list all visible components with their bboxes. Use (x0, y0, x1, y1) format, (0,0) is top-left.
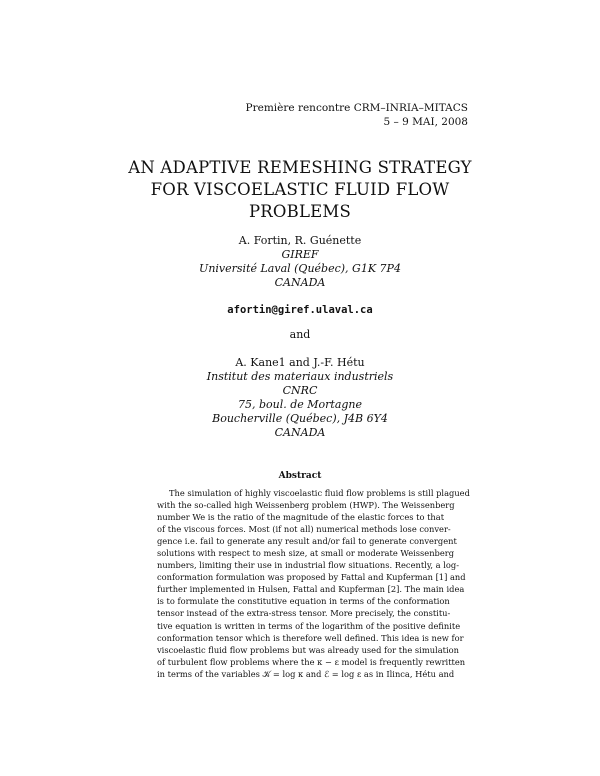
abstract-line: further implemented in Hulsen, Fattal and Kupferman [2]. The main idea (157, 584, 465, 595)
title-line-2: FOR VISCOELASTIC FLUID FLOW (150, 180, 450, 199)
email-line (0, 303, 600, 317)
author-affiliation: GIREF (281, 248, 319, 261)
abstract-line: gence i.e. fail to generate any result and/or fail to generate convergent (157, 536, 457, 547)
author-address-2: 75, boul. de Mortagne (237, 398, 363, 411)
abstract-line: tive equation is written in terms of the logarithm of the positive definite (157, 620, 461, 631)
abstract-line: number We is the ratio of the magnitude of the elastic forces to that (157, 512, 445, 523)
author-institution-2: CNRC (282, 384, 318, 397)
abstract-line: solutions with respect to mesh size, at small or moderate Weissenberg (157, 548, 455, 559)
author-institution: Université Laval (Québec), G1K 7P4 (199, 262, 401, 275)
and-text: and (289, 328, 311, 341)
abstract-line: viscoelastic fluid flow problems but was already used for the simulation (157, 644, 459, 655)
conference-header (246, 101, 468, 129)
title-line-3: PROBLEMS (249, 202, 351, 221)
abstract-line: The simulation of highly viscoelastic fluid flow problems is still plagued (169, 488, 470, 498)
abstract-line: numbers, limiting their use in industrial flow situations. Recently, a log- (157, 560, 460, 571)
author-names-2: A. Kane1 and J.-F. Hétu (235, 356, 365, 369)
abstract-line: of the viscous forces. Most (if not all) numerical methods lose conver- (157, 524, 451, 535)
abstract-line: in terms of the variables 𝒦 = log κ and ℰ = log ε as in Ilinca, Hétu and (157, 668, 455, 679)
author-names: A. Fortin, R. Guénette (238, 234, 362, 247)
abstract-line: with the so-called high Weissenberg problem (HWP). The Weissenberg (157, 500, 455, 511)
title-line-1: AN ADAPTIVE REMESHING STRATEGY (128, 158, 472, 177)
author-country: CANADA (274, 276, 326, 289)
abstract-heading: Abstract (278, 471, 322, 481)
connector-line (0, 328, 600, 342)
paper-title (0, 157, 600, 223)
abstract-line: tensor instead of the extra-stress tensor. More precisely, the constitu- (157, 608, 451, 619)
conference-dates: 5 – 9 MAI, 2008 (383, 116, 468, 128)
author-block-2 (0, 356, 600, 440)
conference-name: Première rencontre CRM–INRIA–MITACS (245, 102, 468, 114)
author-city-2: Boucherville (Québec), J4B 6Y4 (212, 412, 388, 425)
abstract-body (157, 487, 470, 680)
author-affiliation-2: Institut des materiaux industriels (206, 370, 394, 383)
author-block-1 (0, 234, 600, 290)
abstract-line: conformation tensor which is therefore well defined. This idea is new for (157, 632, 464, 643)
author-email[interactable]: afortin@giref.ulaval.ca (227, 304, 373, 316)
abstract-line: of turbulent flow problems where the κ − ε model is frequently rewritten (157, 656, 466, 667)
abstract-line: conformation formulation was proposed by Fattal and Kupferman [1] and (157, 572, 466, 583)
abstract-line: is to formulate the constitutive equation in terms of the conformation (157, 596, 450, 607)
author-country-2: CANADA (274, 426, 326, 439)
